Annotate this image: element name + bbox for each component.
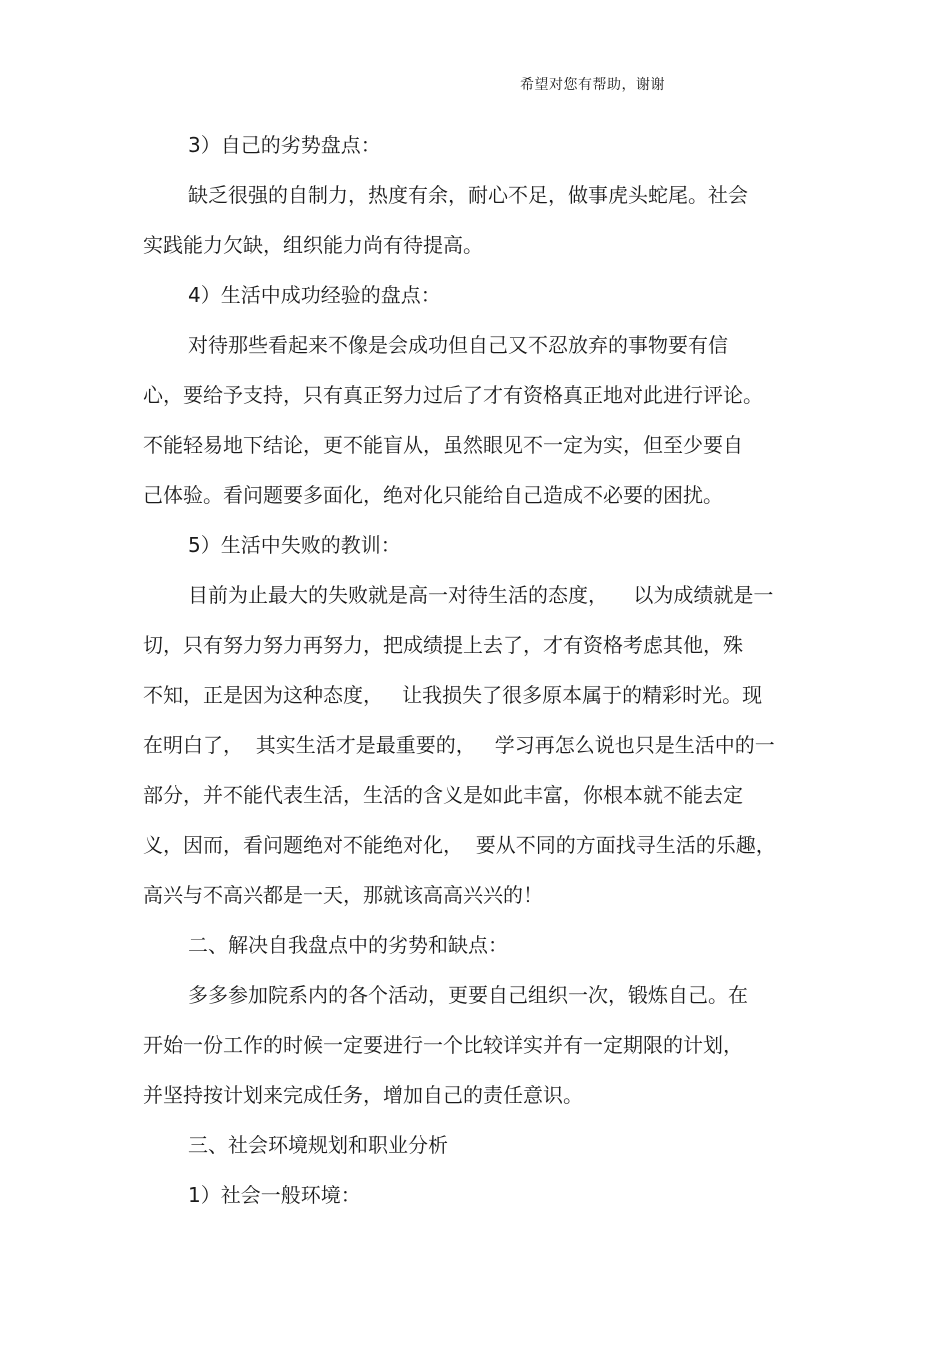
paragraph-line: 目前为止最大的失败就是高一对待生活的态度， 以为成绩就是一	[188, 583, 774, 607]
paragraph-line: 多多参加院系内的各个活动，更要自己组织一次，锻炼自己。在	[188, 983, 748, 1007]
page-header: 希望对您有帮助，谢谢	[520, 77, 665, 93]
section-heading: 4）生活中成功经验的盘点：	[188, 283, 441, 307]
paragraph-line: 对待那些看起来不像是会成功但自己又不忍放弃的事物要有信	[188, 333, 728, 357]
paragraph-line: 并坚持按计划来完成任务，增加自己的责任意识。	[143, 1083, 583, 1107]
paragraph-line: 不知，正是因为这种态度， 让我损失了很多原本属于的精彩时光。现	[143, 683, 763, 707]
section-heading: 3）自己的劣势盘点：	[188, 133, 381, 157]
paragraph-line: 不能轻易地下结论，更不能盲从，虽然眼见不一定为实，但至少要自	[143, 433, 743, 457]
paragraph-line: 切，只有努力努力再努力，把成绩提上去了，才有资格考虑其他，殊	[143, 633, 743, 657]
paragraph-line: 开始一份工作的时候一定要进行一个比较详实并有一定期限的计划，	[143, 1033, 743, 1057]
section-heading: 二、解决自我盘点中的劣势和缺点：	[188, 933, 508, 957]
paragraph-line: 部分，并不能代表生活，生活的含义是如此丰富，你根本就不能去定	[143, 783, 743, 807]
paragraph-line: 实践能力欠缺，组织能力尚有待提高。	[143, 233, 483, 257]
paragraph-line: 在明白了， 其实生活才是最重要的， 学习再怎么说也只是生活中的一	[143, 733, 775, 757]
section-heading: 三、社会环境规划和职业分析	[188, 1133, 448, 1157]
paragraph-line: 义，因而，看问题绝对不能绝对化， 要从不同的方面找寻生活的乐趣，	[143, 833, 776, 857]
paragraph-line: 心，要给予支持，只有真正努力过后了才有资格真正地对此进行评论。	[143, 383, 763, 407]
paragraph-line: 己体验。看问题要多面化，绝对化只能给自己造成不必要的困扰。	[143, 483, 723, 507]
section-heading: 1）社会一般环境：	[188, 1183, 361, 1207]
section-heading: 5）生活中失败的教训：	[188, 533, 401, 557]
paragraph-line: 高兴与不高兴都是一天，那就该高高兴兴的！	[143, 883, 543, 907]
paragraph-line: 缺乏很强的自制力，热度有余，耐心不足，做事虎头蛇尾。社会	[188, 183, 748, 207]
